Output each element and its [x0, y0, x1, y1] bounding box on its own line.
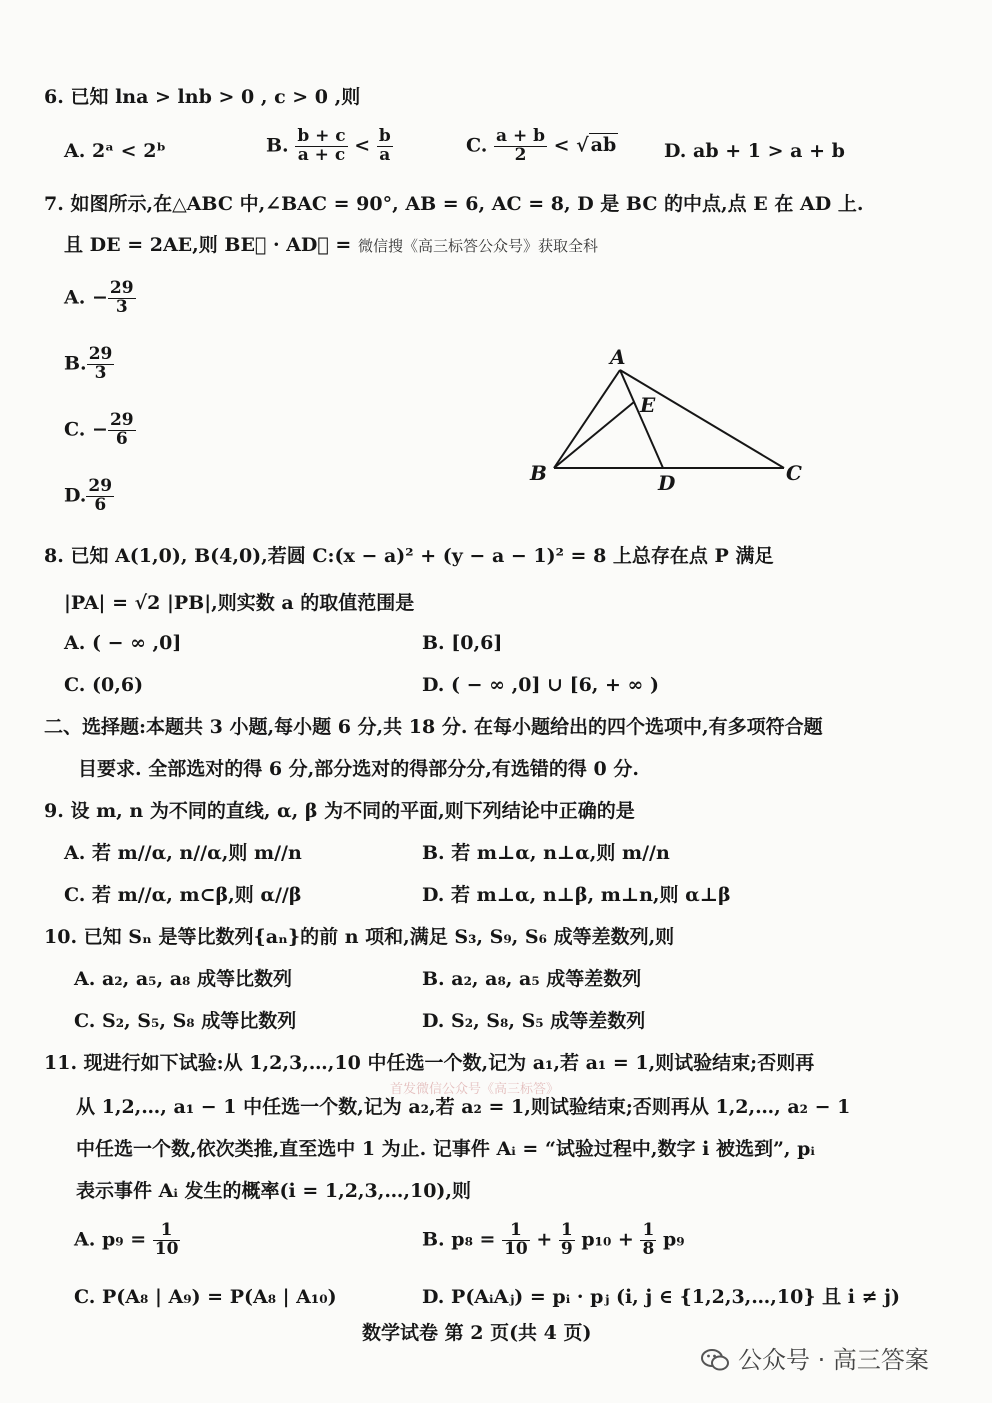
brand-text: 公众号 · 高三答案 — [738, 1346, 929, 1374]
segment-be — [554, 402, 634, 468]
q10-option-c: C. S₂, S₅, S₈ 成等比数列 — [74, 1010, 297, 1032]
q11-stem-line1: 11. 现进行如下试验:从 1,2,3,…,10 中任选一个数,记为 a₁,若 a₁ = 1,则试验结束;否则再 — [44, 1052, 815, 1074]
q11-stem-line2: 从 1,2,…, a₁ − 1 中任选一个数,记为 a₂,若 a₂ = 1,则试验结束;否则再从 1,2,…, a₂ − 1 — [76, 1096, 851, 1118]
q9-option-d: D. 若 m⊥α, n⊥β, m⊥n,则 α⊥β — [422, 884, 731, 906]
q7-option-c: C. − $\frac{29}{6}$ — [64, 410, 134, 449]
section2-line2: 目要求. 全部选对的得 6 分,部分选对的得部分分,有选错的得 0 分. — [78, 758, 639, 780]
q8-stem-line2: |PA| = √2 |PB|,则实数 a 的取值范围是 — [64, 592, 415, 614]
q10-option-a: A. a₂, a₅, a₈ 成等比数列 — [74, 968, 292, 990]
wechat-icon — [700, 1347, 730, 1373]
segment-ac — [620, 370, 784, 468]
brand-watermark — [700, 1346, 929, 1375]
q6-option-a: A. 2ᵃ < 2ᵇ — [64, 140, 166, 162]
q7-stem-line2: 且 DE = 2AE,则 BE⃗ · AD⃗ = 微信搜《高三标答公众号》获取全科 — [64, 234, 598, 256]
label-b: B — [530, 461, 547, 485]
q9-option-a: A. 若 m//α, n//α,则 m//n — [64, 842, 302, 864]
q11-stem-line4: 表示事件 Aᵢ 发生的概率(i = 1,2,3,…,10),则 — [76, 1180, 472, 1202]
q8-option-b: B. [0,6] — [422, 632, 503, 654]
triangle-figure — [520, 340, 820, 500]
q7-watermark: 微信搜《高三标答公众号》获取全科 — [357, 237, 598, 255]
page-footer: 数学试卷 第 2 页(共 4 页) — [362, 1322, 592, 1344]
label-c: C — [786, 461, 802, 485]
q7-stem-line1: 7. 如图所示,在△ABC 中,∠BAC = 90°, AB = 6, AC = 8, D 是 BC 的中点,点 E 在 AD 上. — [44, 193, 864, 215]
q8-option-d: D. ( − ∞ ,0] ∪ [6, + ∞ ) — [422, 674, 659, 696]
q11-watermark: 首发微信公众号《高三标答》 — [390, 1082, 560, 1097]
q7-option-a: A. − $\frac{29}{3}$ — [64, 278, 134, 317]
q10-stem: 10. 已知 Sₙ 是等比数列{aₙ}的前 n 项和,满足 S₃, S₉, S₆ 成等差数列,则 — [44, 926, 675, 948]
q10-option-b: B. a₂, a₈, a₅ 成等差数列 — [422, 968, 642, 990]
q7-option-d: D. $\frac{29}{6}$ — [64, 476, 113, 515]
q6-option-c: C. $\frac{a + b}{2}$ < √ ab — [466, 126, 617, 165]
q6-stem: 6. 已知 lna > lnb > 0 , c > 0 ,则 — [44, 86, 361, 108]
section2-line1: 二、选择题:本题共 3 小题,每小题 6 分,共 18 分. 在每小题给出的四个选项中,有多项符合题 — [44, 716, 823, 738]
q11-option-c: C. P(A₈ | A₉) = P(A₈ | A₁₀) — [74, 1286, 337, 1308]
q11-option-d: D. P(AᵢAⱼ) = pᵢ · pⱼ (i, j ∈ {1,2,3,…,10} 且 i ≠ j) — [422, 1286, 901, 1308]
label-d: D — [658, 471, 676, 495]
q10-option-d: D. S₂, S₈, S₅ 成等差数列 — [422, 1010, 646, 1032]
segment-ab — [554, 370, 620, 468]
q11-option-a: A. p₉ = $\frac{1}{10}$ — [74, 1220, 179, 1259]
q8-option-c: C. (0,6) — [64, 674, 144, 696]
segment-ad — [620, 370, 663, 468]
label-e: E — [640, 393, 656, 417]
q8-option-a: A. ( − ∞ ,0] — [64, 632, 182, 654]
q9-stem: 9. 设 m, n 为不同的直线, α, β 为不同的平面,则下列结论中正确的是 — [44, 800, 635, 822]
q9-option-c: C. 若 m//α, m⊂β,则 α//β — [64, 884, 302, 906]
q6-option-d: D. ab + 1 > a + b — [664, 140, 845, 162]
q7-option-b: B. $\frac{29}{3}$ — [64, 344, 113, 383]
q9-option-b: B. 若 m⊥α, n⊥α,则 m//n — [422, 842, 670, 864]
q11-stem-line3: 中任选一个数,依次类推,直至选中 1 为止. 记事件 Aᵢ = “试验过程中,数字 i 被选到”, pᵢ — [76, 1138, 815, 1160]
q6-option-b: B. $\frac{b + c}{a + c}$ < $\frac{b}{a}$ — [266, 126, 391, 165]
q8-stem-line1: 8. 已知 A(1,0), B(4,0),若圆 C:(x − a)² + (y − a − 1)² = 8 上总存在点 P 满足 — [44, 545, 774, 567]
label-a: A — [610, 345, 626, 369]
q11-option-b: B. p₈ = $\frac{1}{10}$ + $\frac{1}{9}$ p₁₀ + $\frac{1}{8}$ p₉ — [422, 1220, 685, 1259]
